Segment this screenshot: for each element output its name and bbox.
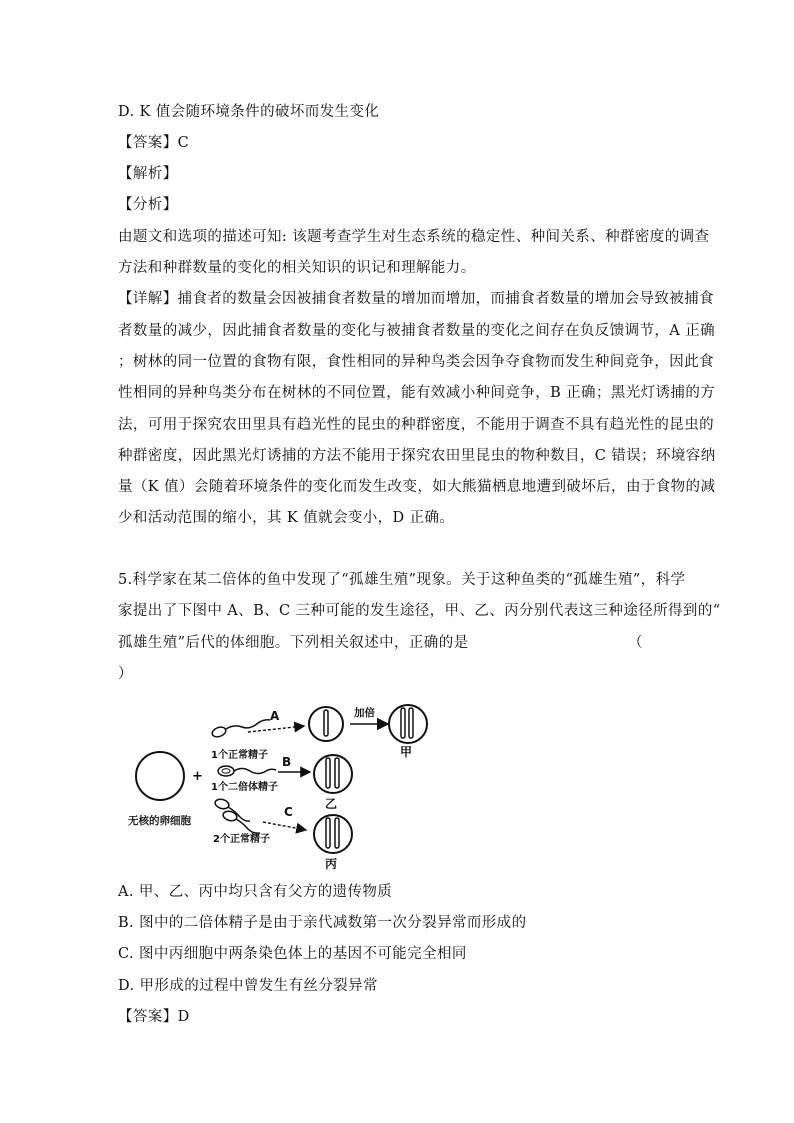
sperm-normal-a — [211, 720, 270, 739]
q5-option-b: B. 图中的二倍体精子是由于亲代减数第一次分裂异常而形成的 — [118, 915, 527, 931]
cell-jia — [389, 705, 427, 743]
q4-fenxi-line-2: 方法和种群数量的变化的相关知识的识记和理解能力。 — [118, 260, 476, 276]
q5-option-c: C. 图中丙细胞中两条染色体上的基因不可能完全相同 — [118, 946, 467, 962]
q4-detail-line-3: ；树林的同一位置的食物有限，食性相同的异种鸟类会因争夺食物而发生种间竞争，因此食 — [118, 354, 714, 370]
path-a-label: A — [270, 709, 280, 723]
cell-jia-label: 甲 — [400, 745, 413, 759]
doubling-label: 加倍 — [354, 707, 375, 719]
q4-answer: 【答案】C — [118, 135, 190, 151]
plus-sign: + — [192, 769, 203, 784]
sperm-normal-c — [214, 798, 260, 833]
cell-yi-label: 乙 — [325, 797, 338, 811]
sperm-b-label: 1个二倍体精子 — [211, 782, 278, 793]
arrow-path-c — [263, 822, 306, 830]
q4-detail-line-1: 【详解】捕食者的数量会因被捕食者数量的增加而增加，而捕食者数量的增加会导致被捕食 — [118, 291, 714, 307]
cell-yi — [314, 755, 352, 793]
q5-answer: 【答案】D — [118, 1009, 190, 1025]
egg-label: 无核的卵细胞 — [128, 815, 191, 827]
androgenesis-diagram — [118, 692, 448, 872]
q5-paren-open: （ — [628, 635, 643, 651]
path-c-label: C — [284, 805, 293, 819]
q4-analysis-heading: 【解析】 — [118, 166, 178, 182]
path-b-label: B — [282, 755, 292, 769]
arrow-path-a — [248, 726, 304, 732]
cell-bing — [314, 815, 352, 853]
q4-detail-line-7: 量（K 值）会随着环境条件的变化而发生改变，如大熊猫栖息地遭到破坏后，由于食物的减 — [118, 479, 716, 495]
sperm-diploid-b — [218, 766, 276, 776]
q5-option-d: D. 甲形成的过程中曾发生有丝分裂异常 — [118, 978, 378, 994]
sperm-c-label: 2个正常精子 — [213, 834, 270, 845]
q5-stem-line-2: 家提出了下图中 A、B、C 三种可能的发生途径，甲、乙、丙分别代表这三种途径所得到的“ — [118, 603, 721, 619]
egg-cell — [136, 752, 184, 800]
q5-paren-close: ） — [118, 666, 133, 682]
q5-stem-line-1: 5.科学家在某二倍体的鱼中发现了“孤雄生殖”现象。关于这种鱼类的“孤雄生殖”，科学 — [118, 572, 686, 588]
q4-detail-line-2: 者数量的减少，因此捕食者数量的变化与被捕食者数量的变化之间存在负反馈调节，A 正确 — [118, 323, 715, 339]
q4-detail-line-6: 种群密度，因此黑光灯诱捕的方法不能用于探究农田里昆虫的物种数目，C 错误；环境容纳 — [118, 448, 716, 464]
q4-option-d: D. K 值会随环境条件的破坏而发生变化 — [118, 104, 380, 120]
q5-option-a: A. 甲、乙、丙中均只含有父方的遗传物质 — [118, 884, 393, 900]
cell-bing-label: 丙 — [325, 857, 338, 871]
q5-stem-line-3: 孤雄生殖”后代的体细胞。下列相关叙述中，正确的是 — [118, 635, 469, 651]
q4-fenxi-line-1: 由题文和选项的描述可知: 该题考查学生对生态系统的稳定性、种间关系、种群密度的调查 — [118, 229, 710, 245]
q4-fenxi-heading: 【分析】 — [118, 197, 178, 213]
q4-detail-line-8: 少和活动范围的缩小，其 K 值就会变小，D 正确。 — [118, 510, 455, 526]
q4-detail-line-4: 性相同的异种鸟类分布在树林的不同位置，能有效减小种间竞争，B 正确；黑光灯诱捕的方 — [118, 385, 716, 401]
q4-detail-line-5: 法，可用于探究农田里具有趋光性的昆虫的种群密度，不能用于调查不具有趋光性的昆虫的 — [118, 417, 714, 433]
sperm-a-label: 1个正常精子 — [211, 750, 268, 761]
